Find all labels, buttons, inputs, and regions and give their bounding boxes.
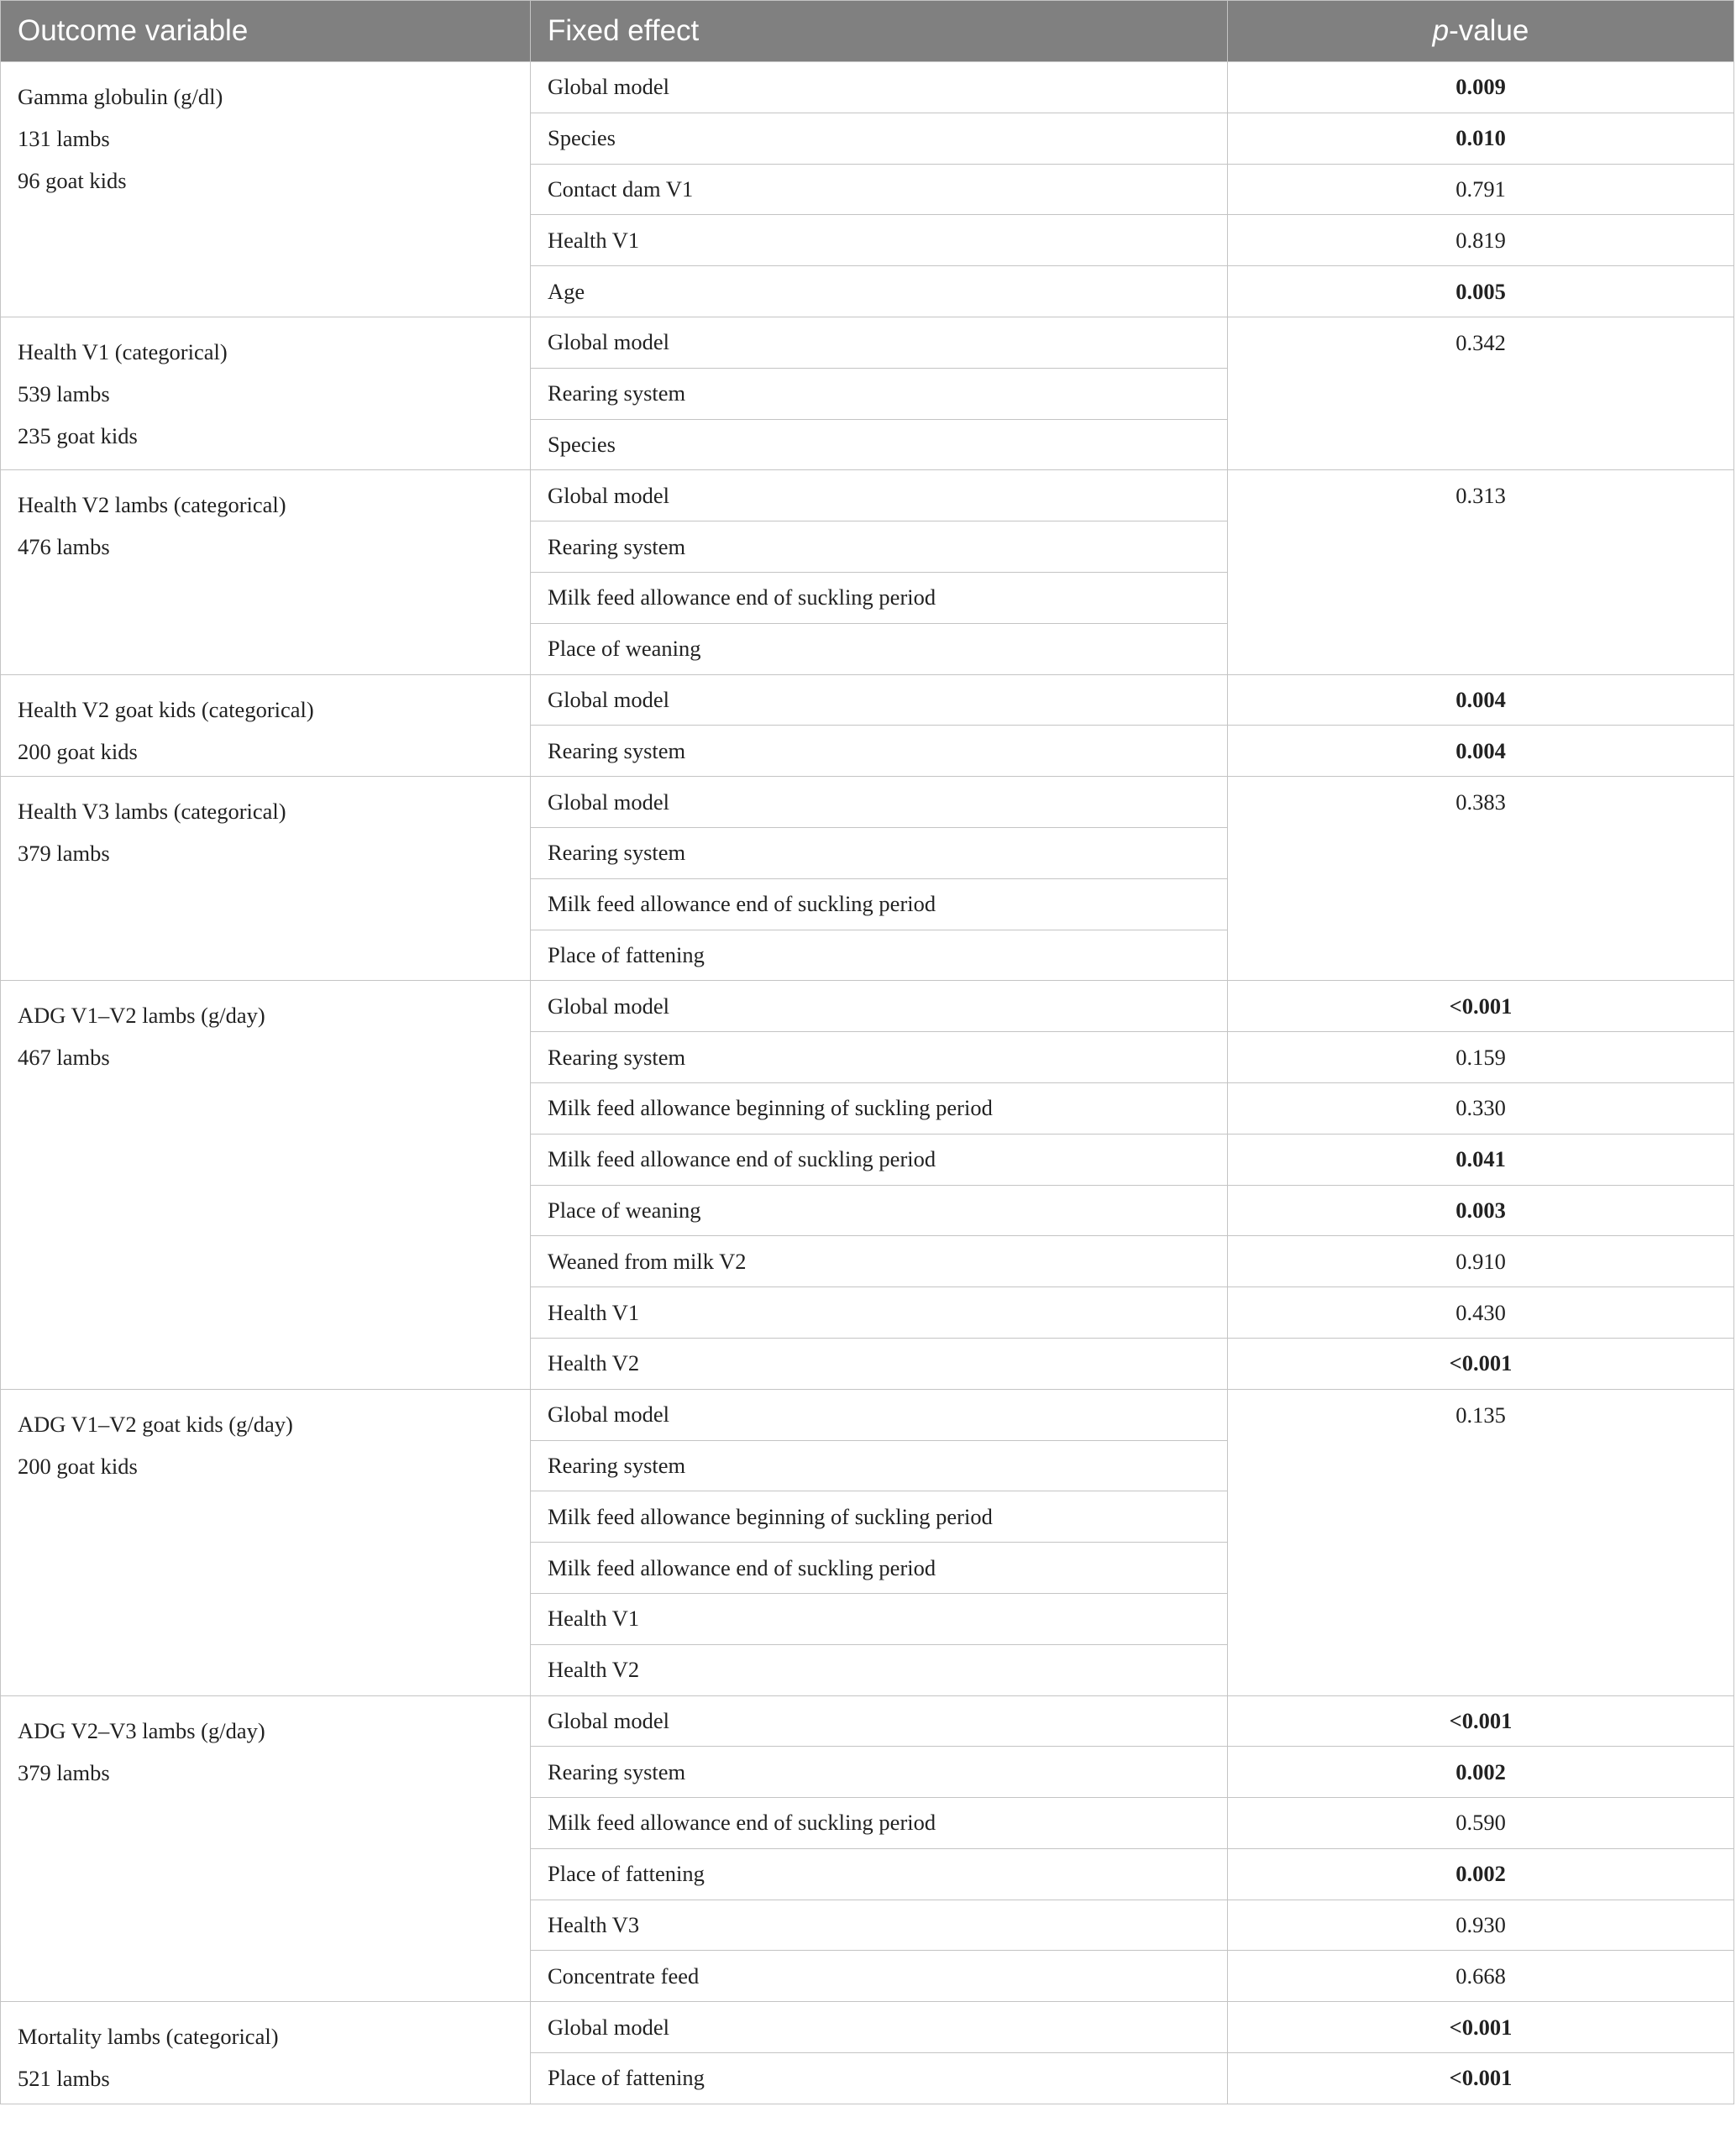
- fixed-effect-cell: Milk feed allowance beginning of suckling period: [531, 1491, 1228, 1543]
- fixed-effect-cell: Milk feed allowance end of suckling period: [531, 1543, 1228, 1594]
- fixed-effect-cell: Health V1: [531, 1593, 1228, 1644]
- table-row: [1, 1389, 1734, 1440]
- outcome-sample-size: 476 lambs: [18, 534, 110, 560]
- p-value-cell: <0.001: [1228, 2053, 1734, 2104]
- p-value-cell: 0.003: [1228, 1185, 1734, 1236]
- p-value-cell: 0.159: [1228, 1032, 1734, 1083]
- header-fixed-effect: Fixed effect: [531, 1, 1228, 62]
- fixed-effect-cell: Global model: [531, 62, 1228, 113]
- outcome-variable-cell: [1, 317, 531, 469]
- fixed-effect-cell: Rearing system: [531, 1747, 1228, 1798]
- p-value-cell: 0.002: [1228, 1747, 1734, 1798]
- outcome-sample-size: 379 lambs: [18, 841, 110, 867]
- table-row: [1, 1695, 1734, 1747]
- fixed-effect-cell: Health V2: [531, 1644, 1228, 1695]
- outcome-variable-cell: [1, 981, 531, 1389]
- fixed-effect-cell: Place of weaning: [531, 623, 1228, 674]
- p-value-cell: 0.041: [1228, 1134, 1734, 1185]
- table-row: [1, 62, 1734, 113]
- header-row: [1, 1, 1734, 62]
- p-value-cell: 0.004: [1228, 726, 1734, 777]
- outcome-variable-cell: [1, 62, 531, 317]
- p-value-cell: 0.383: [1228, 777, 1734, 981]
- fixed-effect-cell: Place of fattening: [531, 2053, 1228, 2104]
- table-row: [1, 777, 1734, 828]
- p-value-cell: 0.668: [1228, 1951, 1734, 2002]
- p-value-cell: 0.005: [1228, 266, 1734, 317]
- outcome-sample-size: 200 goat kids: [18, 738, 138, 764]
- outcome-variable-cell: [1, 674, 531, 777]
- outcome-variable-name: Health V2 lambs (categorical): [18, 492, 286, 518]
- p-value-cell: 0.930: [1228, 1900, 1734, 1951]
- outcome-variable-name: ADG V1–V2 lambs (g/day): [18, 1003, 265, 1029]
- fixed-effect-cell: Place of weaning: [531, 1185, 1228, 1236]
- p-value-cell: 0.135: [1228, 1389, 1734, 1695]
- fixed-effect-cell: Global model: [531, 674, 1228, 726]
- outcome-variable-name: ADG V2–V3 lambs (g/day): [18, 1717, 265, 1743]
- table-row: [1, 2002, 1734, 2053]
- outcome-sample-size: 200 goat kids: [18, 1453, 138, 1479]
- p-value-cell: <0.001: [1228, 2002, 1734, 2053]
- p-value-cell: <0.001: [1228, 1338, 1734, 1389]
- fixed-effect-cell: Rearing system: [531, 726, 1228, 777]
- fixed-effect-cell: Milk feed allowance end of suckling period: [531, 1798, 1228, 1849]
- p-value-cell: 0.342: [1228, 317, 1734, 469]
- outcome-variable-name: Mortality lambs (categorical): [18, 2024, 279, 2050]
- table-row: [1, 674, 1734, 726]
- outcome-variable-name: ADG V1–V2 goat kids (g/day): [18, 1411, 293, 1437]
- fixed-effect-cell: Rearing system: [531, 368, 1228, 419]
- fixed-effect-cell: Global model: [531, 2002, 1228, 2053]
- table-body: [1, 62, 1734, 2104]
- outcome-sample-size: 131 lambs: [18, 126, 110, 151]
- header-p-suffix: -value: [1449, 14, 1529, 47]
- header-outcome-variable: Outcome variable: [1, 1, 531, 62]
- p-value-cell: 0.009: [1228, 62, 1734, 113]
- outcome-sample-size: 539 lambs: [18, 380, 110, 406]
- fixed-effect-cell: Age: [531, 266, 1228, 317]
- fixed-effect-cell: Milk feed allowance beginning of suckling period: [531, 1082, 1228, 1134]
- outcome-variable-cell: [1, 470, 531, 674]
- fixed-effect-cell: Weaned from milk V2: [531, 1236, 1228, 1287]
- outcome-variable-cell: [1, 777, 531, 981]
- fixed-effect-cell: Global model: [531, 317, 1228, 368]
- fixed-effect-cell: Milk feed allowance end of suckling period: [531, 1134, 1228, 1185]
- outcome-sample-size: 467 lambs: [18, 1045, 110, 1071]
- fixed-effect-cell: Global model: [531, 1695, 1228, 1747]
- fixed-effect-cell: Global model: [531, 1389, 1228, 1440]
- fixed-effect-cell: Global model: [531, 981, 1228, 1032]
- p-value-cell: <0.001: [1228, 981, 1734, 1032]
- p-value-cell: 0.910: [1228, 1236, 1734, 1287]
- outcome-variable-cell: [1, 1389, 531, 1695]
- fixed-effect-cell: Concentrate feed: [531, 1951, 1228, 2002]
- fixed-effect-cell: Health V3: [531, 1900, 1228, 1951]
- fixed-effect-cell: Rearing system: [531, 521, 1228, 573]
- table-row: [1, 981, 1734, 1032]
- p-value-cell: 0.330: [1228, 1082, 1734, 1134]
- table-row: [1, 317, 1734, 368]
- p-value-cell: 0.313: [1228, 470, 1734, 674]
- outcome-variable-name: Gamma globulin (g/dl): [18, 84, 223, 109]
- fixed-effect-cell: Rearing system: [531, 827, 1228, 878]
- fixed-effect-cell: Health V2: [531, 1338, 1228, 1389]
- p-value-cell: 0.002: [1228, 1848, 1734, 1900]
- p-value-cell: 0.819: [1228, 215, 1734, 266]
- outcome-sample-size: 96 goat kids: [18, 168, 127, 193]
- p-value-cell: <0.001: [1228, 1695, 1734, 1747]
- p-value-cell: 0.430: [1228, 1287, 1734, 1339]
- table-row: [1, 470, 1734, 521]
- fixed-effect-cell: Species: [531, 113, 1228, 164]
- fixed-effect-cell: Milk feed allowance end of suckling period: [531, 878, 1228, 930]
- outcome-sample-size: 521 lambs: [18, 2066, 110, 2092]
- p-value-cell: 0.590: [1228, 1798, 1734, 1849]
- outcome-variable-name: Health V1 (categorical): [18, 338, 228, 364]
- fixed-effect-cell: Species: [531, 419, 1228, 470]
- header-p-value: [1228, 1, 1734, 62]
- outcome-variable-name: Health V3 lambs (categorical): [18, 799, 286, 825]
- outcome-sample-size: 235 goat kids: [18, 422, 138, 448]
- fixed-effect-cell: Rearing system: [531, 1032, 1228, 1083]
- fixed-effect-cell: Place of fattening: [531, 1848, 1228, 1900]
- outcome-sample-size: 379 lambs: [18, 1759, 110, 1785]
- fixed-effect-cell: Milk feed allowance end of suckling period: [531, 572, 1228, 623]
- fixed-effect-cell: Rearing system: [531, 1440, 1228, 1491]
- p-value-cell: 0.010: [1228, 113, 1734, 164]
- p-value-cell: 0.791: [1228, 164, 1734, 215]
- p-value-cell: 0.004: [1228, 674, 1734, 726]
- outcome-variable-cell: [1, 2002, 531, 2104]
- header-p-italic: p: [1432, 14, 1450, 47]
- fixed-effect-cell: Global model: [531, 470, 1228, 521]
- outcome-variable-cell: [1, 1695, 531, 2002]
- fixed-effect-cell: Place of fattening: [531, 930, 1228, 981]
- fixed-effect-cell: Contact dam V1: [531, 164, 1228, 215]
- outcome-variable-name: Health V2 goat kids (categorical): [18, 696, 314, 722]
- fixed-effect-cell: Health V1: [531, 1287, 1228, 1339]
- fixed-effect-cell: Global model: [531, 777, 1228, 828]
- fixed-effect-cell: Health V1: [531, 215, 1228, 266]
